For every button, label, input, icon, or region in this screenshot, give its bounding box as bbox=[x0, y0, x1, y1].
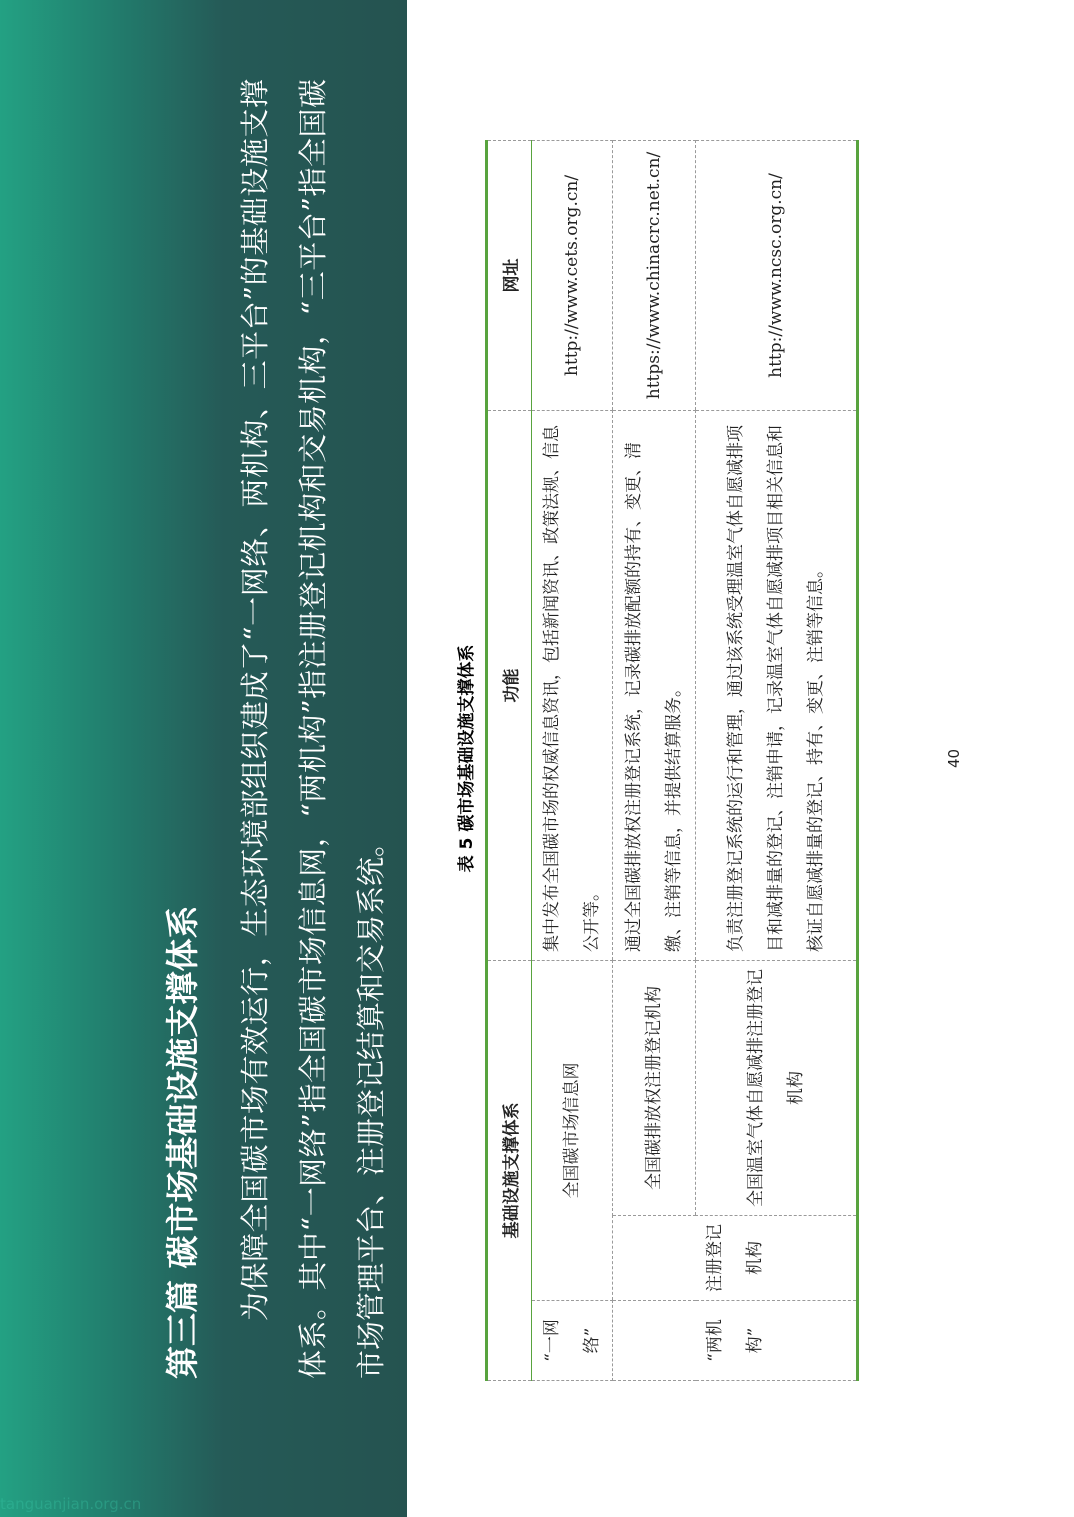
watermark: tanguanjian.org.cn bbox=[0, 1495, 142, 1513]
function-cell: 负责注册登记系统的运行和管理，通过该系统受理温室气体自愿减排项目和减排量的登记、注销申请，记录温室气体自愿减排项目相关信息和核证自愿减排量的登记、持有、变更、注销等信息。 bbox=[696, 411, 858, 961]
name-cell: 全国碳市场信息网 bbox=[532, 961, 613, 1301]
function-cell: 集中发布全国碳市场的权威信息资讯，包括新闻资讯、政策法规、信息公开等。 bbox=[532, 411, 613, 961]
table-header-row bbox=[487, 141, 532, 1381]
table-region bbox=[407, 0, 1074, 1517]
url-cell: http://www.ncsc.org.cn/ bbox=[696, 141, 858, 411]
header-url: 网址 bbox=[487, 141, 532, 411]
table-row bbox=[532, 141, 613, 1381]
name-cell: 全国碳排放权注册登记机构 bbox=[613, 961, 696, 1216]
table-row bbox=[613, 141, 696, 1381]
section-heading: 第三篇 碳市场基础设施支撑体系 bbox=[163, 905, 202, 1379]
banner-text-block bbox=[0, 0, 407, 1517]
group-cell: “一网络” bbox=[532, 1301, 613, 1381]
url-cell: http://www.cets.org.cn/ bbox=[532, 141, 613, 411]
header-infrastructure: 基础设施支撑体系 bbox=[487, 961, 532, 1381]
page-number: 40 bbox=[945, 748, 963, 769]
table-title: 表 5 碳市场基础设施支撑体系 bbox=[457, 644, 477, 873]
section-banner bbox=[0, 0, 407, 1517]
group-cell: “两机构” bbox=[613, 1301, 858, 1381]
url-cell: https://www.chinacrc.net.cn/ bbox=[613, 141, 696, 411]
header-function: 功能 bbox=[487, 411, 532, 961]
subgroup-cell: 注册登记机构 bbox=[613, 1216, 858, 1301]
table-row bbox=[696, 141, 858, 1381]
function-cell: 通过全国碳排放权注册登记系统，记录碳排放配额的持有、变更、清缴、注销等信息，并提供结算服务。 bbox=[613, 411, 696, 961]
name-cell: 全国温室气体自愿减排注册登记机构 bbox=[696, 961, 858, 1216]
infrastructure-table bbox=[485, 140, 859, 1381]
section-intro: 为保障全国碳市场有效运行，生态环境部组织建成了“一网络、两机构、三平台”的基础设施支撑体系。其中“一网络”指全国碳市场信息网，“两机构”指注册登记机构和交易机构，“三平台”指全国碳市场管理平台、注册登记结算和交易系统。 bbox=[238, 79, 388, 1379]
